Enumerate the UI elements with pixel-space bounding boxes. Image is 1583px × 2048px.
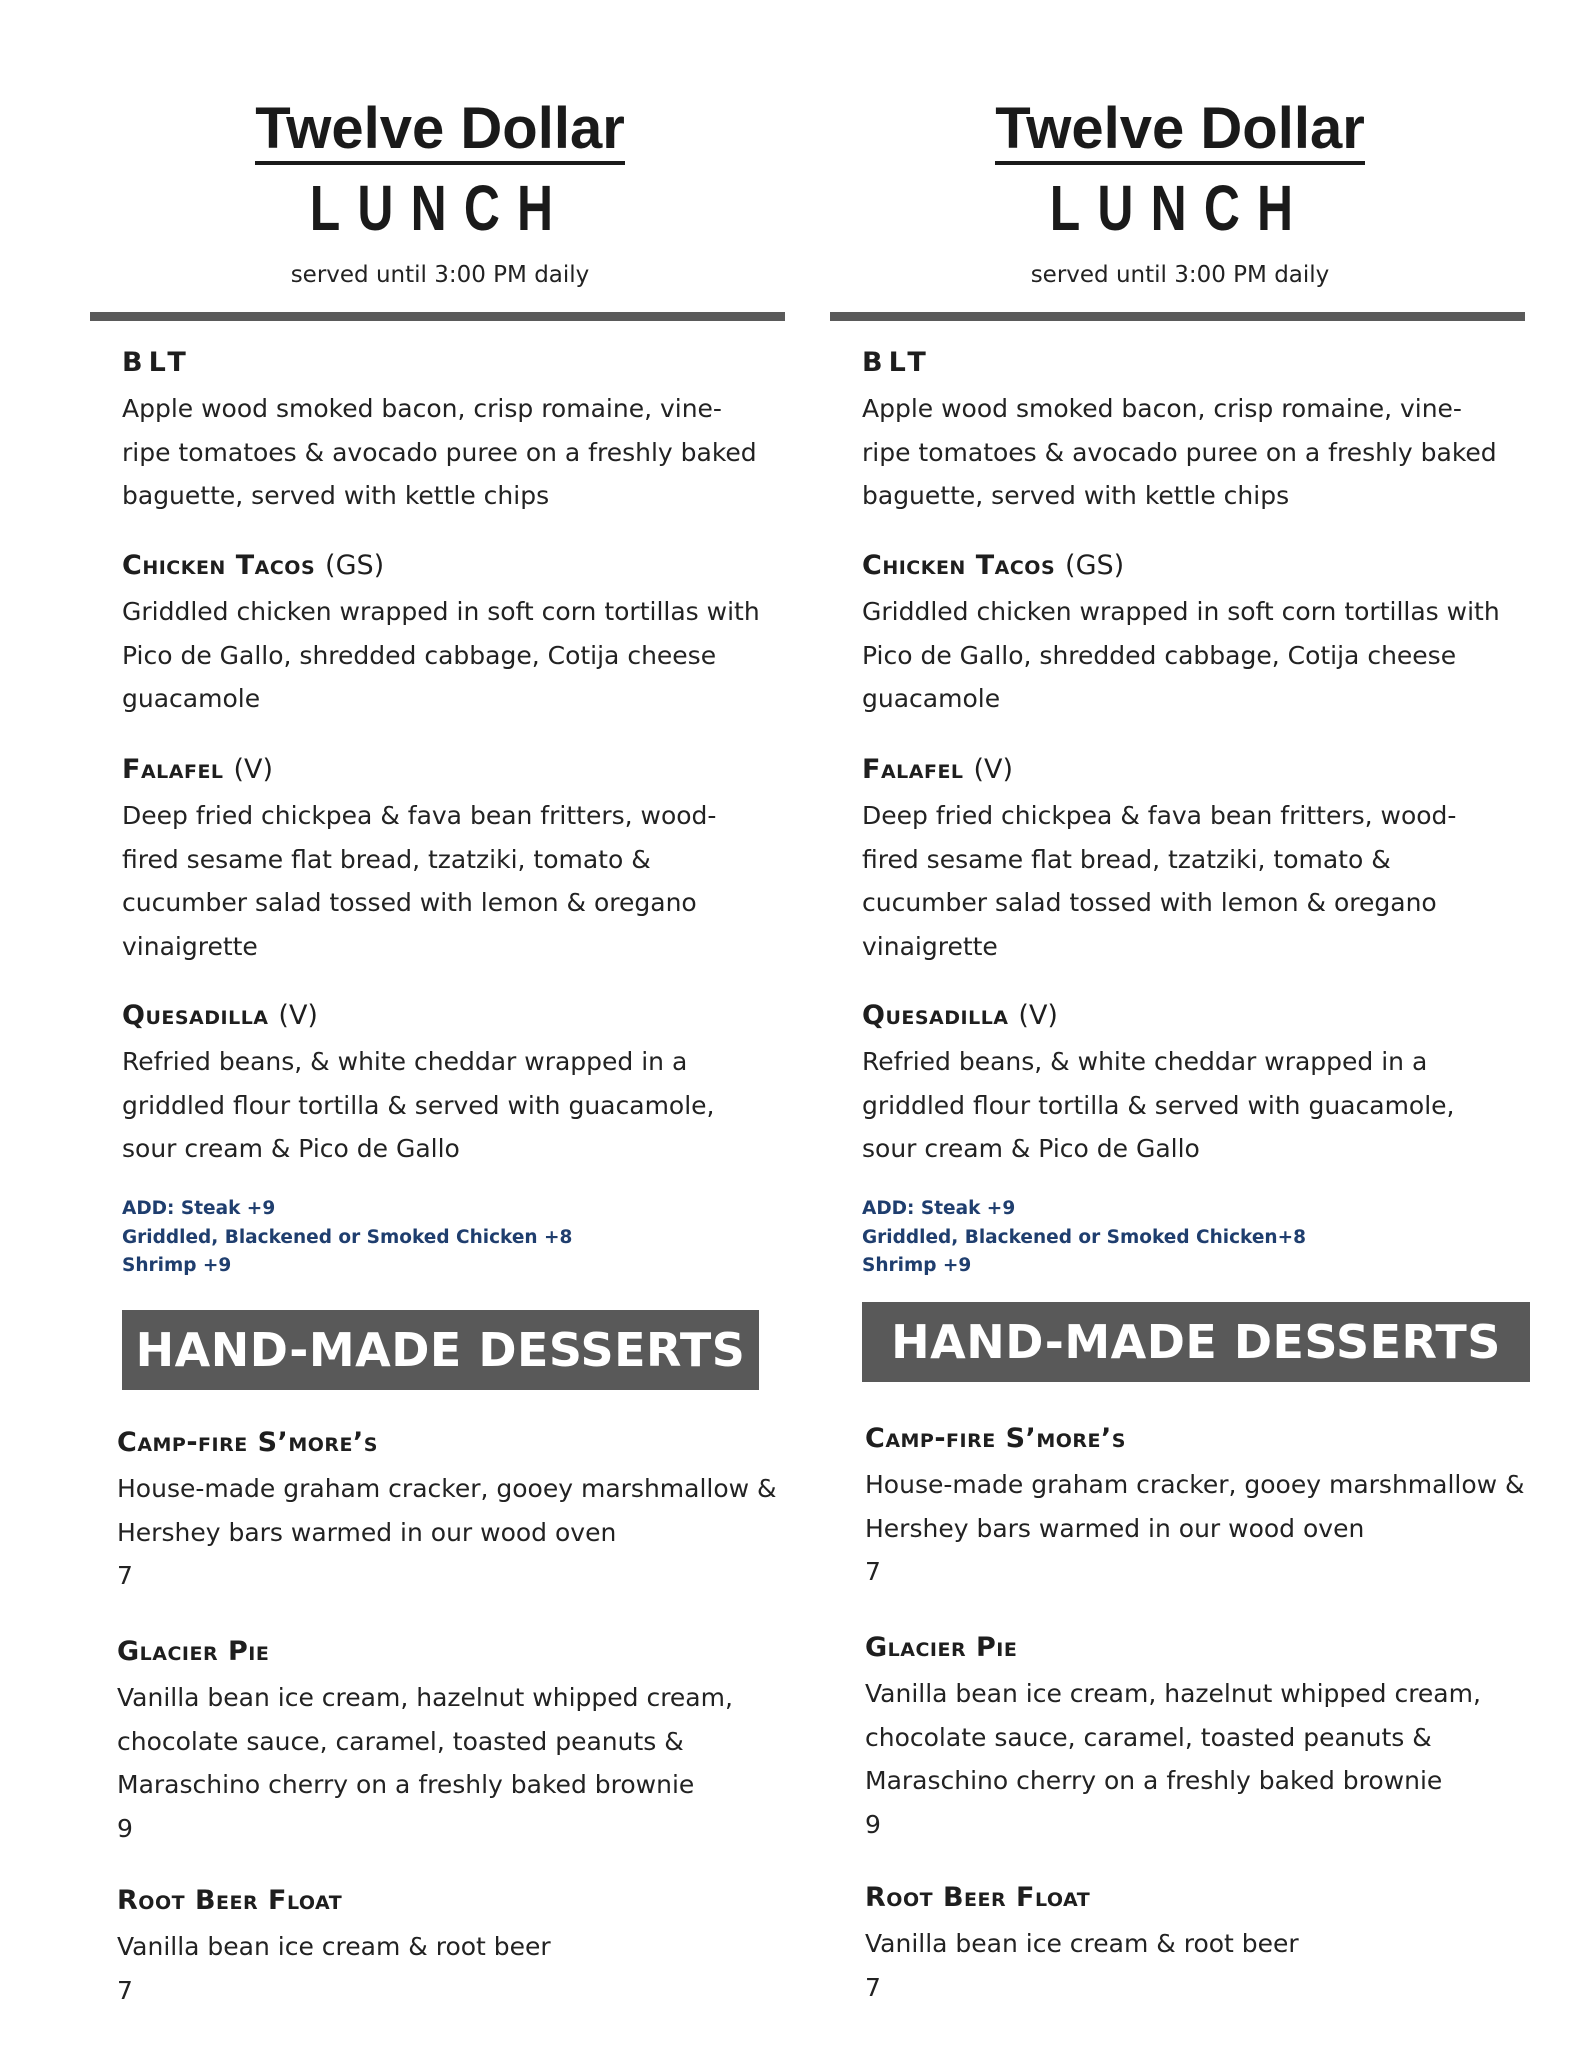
menu-title: Twelve Dollar bbox=[90, 96, 790, 162]
item-tag: (V) bbox=[278, 1000, 318, 1031]
item-name-row bbox=[862, 548, 1502, 584]
item-description: Deep fried chickpea & fava bean fritters, wood-fired sesame flat bread, tzatziki, tomato & cucumber salad tossed with lemon & oregano vinaigrette bbox=[862, 801, 1457, 961]
serving-note: served until 3:00 PM daily bbox=[290, 262, 590, 288]
menu-item-quesadilla bbox=[862, 998, 1502, 1171]
menu-subtitle: LUNCH bbox=[1049, 172, 1311, 244]
addon-steak: ADD: Steak +9 bbox=[122, 1198, 276, 1219]
item-tag: (V) bbox=[1018, 1000, 1058, 1031]
menu-item-chicken-tacos bbox=[122, 548, 762, 721]
dessert-description: House-made graham cracker, gooey marshmallow & Hershey bars warmed in our wood oven bbox=[117, 1474, 777, 1547]
dessert-name: Glacier Pie bbox=[117, 1636, 270, 1667]
dessert-smores bbox=[865, 1421, 1525, 1593]
dessert-root-beer-float bbox=[117, 1883, 777, 2012]
addon-shrimp: Shrimp +9 bbox=[862, 1255, 972, 1276]
menu-item-blt bbox=[122, 345, 762, 518]
header-divider bbox=[830, 312, 1525, 321]
item-description: Refried beans, & white cheddar wrapped in a griddled flour tortilla & served with guacamole, sour cream & Pico de Gallo bbox=[862, 1047, 1455, 1163]
item-name: Falafel bbox=[122, 754, 224, 785]
item-name-row bbox=[122, 752, 762, 788]
addon-steak: ADD: Steak +9 bbox=[862, 1198, 1016, 1219]
addon-chicken: Griddled, Blackened or Smoked Chicken +8 bbox=[122, 1226, 573, 1248]
dessert-price: 9 bbox=[117, 1813, 133, 1843]
menu-title: Twelve Dollar bbox=[830, 96, 1530, 162]
menu-item-blt bbox=[862, 345, 1502, 518]
dessert-name: Root Beer Float bbox=[865, 1882, 1091, 1913]
item-description: Griddled chicken wrapped in soft corn tortillas with Pico de Gallo, shredded cabbage, Cotija cheese guacamole bbox=[862, 597, 1500, 713]
dessert-name: Camp-fire S’more’s bbox=[865, 1423, 1126, 1454]
item-name: Quesadilla bbox=[862, 1000, 1009, 1031]
addon-shrimp: Shrimp +9 bbox=[122, 1255, 232, 1276]
item-tag: (GS) bbox=[325, 550, 385, 581]
dessert-smores bbox=[117, 1425, 777, 1597]
dessert-price: 7 bbox=[117, 1561, 133, 1590]
dessert-description: Vanilla bean ice cream & root beer bbox=[117, 1932, 551, 1961]
menu-right bbox=[830, 0, 1530, 2048]
addons-list bbox=[122, 1195, 762, 1281]
menu-left bbox=[90, 0, 790, 2048]
dessert-name: Root Beer Float bbox=[117, 1885, 343, 1916]
item-tag: (V) bbox=[973, 754, 1013, 785]
item-name-row bbox=[122, 998, 762, 1034]
dessert-price: 9 bbox=[865, 1809, 881, 1839]
dessert-price: 7 bbox=[865, 1557, 881, 1586]
menu-item-falafel bbox=[122, 752, 762, 968]
item-name-row bbox=[122, 548, 762, 584]
serving-note: served until 3:00 PM daily bbox=[1030, 262, 1330, 288]
dessert-description: Vanilla bean ice cream, hazelnut whipped cream, chocolate sauce, caramel, toasted peanuts & Maraschino cherry on a freshly baked brownie bbox=[865, 1679, 1481, 1795]
dessert-description: Vanilla bean ice cream, hazelnut whipped cream, chocolate sauce, caramel, toasted peanuts & Maraschino cherry on a freshly baked brownie bbox=[117, 1683, 733, 1799]
item-name: BLT bbox=[862, 347, 932, 378]
item-name: Chicken Tacos bbox=[862, 550, 1056, 581]
item-description: Deep fried chickpea & fava bean fritters, wood-fired sesame flat bread, tzatziki, tomato & cucumber salad tossed with lemon & oregano vinaigrette bbox=[122, 801, 717, 961]
dessert-glacier-pie bbox=[865, 1630, 1525, 1846]
desserts-banner: HAND-MADE DESSERTS bbox=[122, 1310, 759, 1390]
dessert-description: House-made graham cracker, gooey marshmallow & Hershey bars warmed in our wood oven bbox=[865, 1470, 1525, 1543]
item-name: Falafel bbox=[862, 754, 964, 785]
item-name: Quesadilla bbox=[122, 1000, 269, 1031]
menu-subtitle: LUNCH bbox=[309, 172, 571, 244]
dessert-description: Vanilla bean ice cream & root beer bbox=[865, 1929, 1299, 1958]
menu-item-falafel bbox=[862, 752, 1502, 968]
menu-item-quesadilla bbox=[122, 998, 762, 1171]
dessert-price: 7 bbox=[117, 1975, 133, 2005]
dessert-price: 7 bbox=[865, 1972, 881, 2002]
dessert-glacier-pie bbox=[117, 1634, 777, 1850]
item-description: Apple wood smoked bacon, crisp romaine, vine-ripe tomatoes & avocado puree on a freshly baked baguette, served with kettle chips bbox=[862, 394, 1497, 510]
dessert-name: Glacier Pie bbox=[865, 1632, 1018, 1663]
item-name: Chicken Tacos bbox=[122, 550, 316, 581]
item-tag: (V) bbox=[233, 754, 273, 785]
item-name-row bbox=[862, 752, 1502, 788]
addons-list bbox=[862, 1195, 1502, 1281]
desserts-banner: HAND-MADE DESSERTS bbox=[862, 1302, 1530, 1382]
item-description: Apple wood smoked bacon, crisp romaine, vine-ripe tomatoes & avocado puree on a freshly baked baguette, served with kettle chips bbox=[122, 394, 757, 510]
item-name-row bbox=[862, 998, 1502, 1034]
addon-chicken: Griddled, Blackened or Smoked Chicken+8 bbox=[862, 1226, 1306, 1248]
item-tag: (GS) bbox=[1065, 550, 1125, 581]
dessert-root-beer-float bbox=[865, 1880, 1525, 2009]
item-name: BLT bbox=[122, 347, 192, 378]
header-divider bbox=[90, 312, 785, 321]
dessert-name: Camp-fire S’more’s bbox=[117, 1427, 378, 1458]
item-description: Griddled chicken wrapped in soft corn tortillas with Pico de Gallo, shredded cabbage, Cotija cheese guacamole bbox=[122, 597, 760, 713]
item-description: Refried beans, & white cheddar wrapped in a griddled flour tortilla & served with guacamole, sour cream & Pico de Gallo bbox=[122, 1047, 715, 1163]
menu-item-chicken-tacos bbox=[862, 548, 1502, 721]
